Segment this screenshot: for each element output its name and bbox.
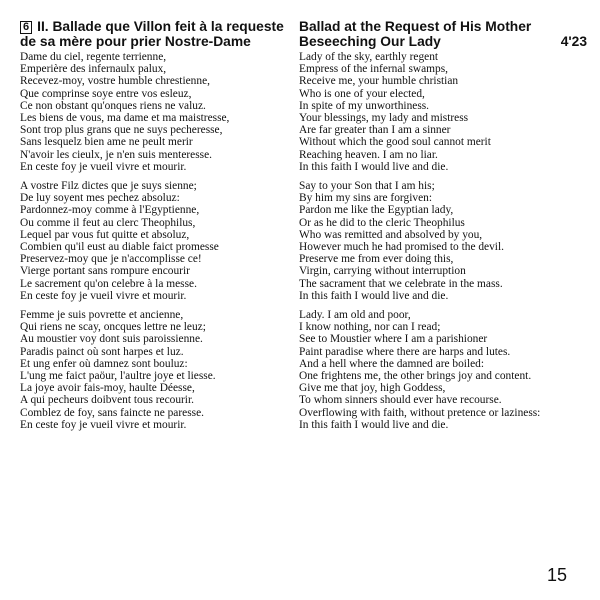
french-heading <box>20 19 284 49</box>
verse-line: A qui pecheurs doibvent tous recourir. <box>20 394 194 407</box>
verse-line: Preservez-moy que je n'accomplisse ce! <box>20 253 202 266</box>
verse-line: Say to your Son that I am his; <box>299 180 435 192</box>
verse-line: Lady of the sky, earthly regent <box>299 51 439 63</box>
verse-line: Preserve me from ever doing this, <box>299 253 454 266</box>
verse-line: Qui riens ne scay, oncques lettre ne leuz; <box>20 321 206 334</box>
verse-line: Overflowing with faith, without pretence or laziness: <box>299 406 541 419</box>
verse-line: Or as he did to the cleric Theophilus <box>299 216 465 229</box>
verse-line: Le sacrement qu'on celebre à la messe. <box>20 277 197 290</box>
verse-line: L'ung me faict paöur, l'aultre joye et liesse. <box>20 370 216 383</box>
french-title-line-1: II. Ballade que Villon feit à la requeste <box>37 19 284 34</box>
verse-line: Emperière des infernaulx palux, <box>20 63 167 76</box>
verse-line: Que comprinse soye entre vos esleuz, <box>20 87 192 100</box>
verse-line: Lady. I am old and poor, <box>299 309 411 321</box>
verse-line: Who is one of your elected, <box>299 87 425 100</box>
refrain-line: En ceste foy je vueil vivre et mourir. <box>20 418 187 431</box>
verse-line: Who was remitted and absolved by you, <box>299 228 483 241</box>
verse-line: Sont trop plus grans que ne suys pecheresse, <box>20 124 223 137</box>
verse-line: De luy soyent mes pechez absoluz: <box>20 192 180 205</box>
verse-line: To whom sinners should ever have recourse. <box>299 394 502 407</box>
verse-line: Pardonnez-moy comme à l'Egyptienne, <box>20 204 200 217</box>
verse-line: Your blessings, my lady and mistress <box>299 112 469 125</box>
english-stanza-2 <box>299 180 504 302</box>
verse-line: The sacrament that we celebrate in the mass. <box>299 277 503 290</box>
french-title-line-2: de sa mère pour prier Nostre-Dame <box>20 34 251 49</box>
refrain-line: En ceste foy je vueil vivre et mourir. <box>20 289 187 302</box>
english-heading <box>299 19 587 49</box>
verse-line: Dame du ciel, regente terrienne, <box>20 51 167 63</box>
english-title-line-1: Ballad at the Request of His Mother <box>299 19 532 34</box>
verse-line: Et ung enfer où damnez sont bouluz: <box>20 357 188 370</box>
verse-line: And a hell where the damned are boiled: <box>299 357 485 370</box>
verse-line: Femme je suis povrette et ancienne, <box>20 309 184 321</box>
verse-line: Comblez de foy, sans faincte ne paresse. <box>20 406 204 419</box>
verse-line: Les biens de vous, ma dame et ma maistresse, <box>20 112 230 125</box>
verse-line: Ou comme il feut au clerc Theophilus, <box>20 216 196 229</box>
verse-line: Paradis painct où sont harpes et luz. <box>20 345 184 358</box>
verse-line: Virgin, carrying without interruption <box>299 265 466 278</box>
verse-line: Are far greater than I am a sinner <box>299 124 451 137</box>
french-stanza-3 <box>20 309 216 431</box>
verse-line: One frightens me, the other brings joy and content. <box>299 370 532 383</box>
verse-line: In spite of my unworthiness. <box>299 99 430 112</box>
verse-line: Vierge portant sans rompure encourir <box>20 265 190 278</box>
verse-line: Sans lesquelz bien ame ne peult merir <box>20 136 193 149</box>
verse-line: Give me that joy, high Goddess, <box>299 382 446 395</box>
english-stanza-3 <box>299 309 540 431</box>
track-number-badge: 6 <box>20 21 32 34</box>
french-heading-line-1 <box>20 19 284 34</box>
refrain-line: In this faith I would live and die. <box>299 160 449 173</box>
verse-line: See to Moustier where I am a parishioner <box>299 333 488 346</box>
french-stanza-2 <box>20 180 219 302</box>
verse-line: Au moustier voy dont suis paroissienne. <box>20 333 203 346</box>
verse-line: Lequel par vous fut quitte et absoluz, <box>20 228 190 241</box>
verse-line: Reaching heaven. I am no liar. <box>299 148 438 161</box>
verse-line: Paint paradise where there are harps and lutes. <box>299 345 511 358</box>
verse-line: Without which the good soul cannot merit <box>299 136 491 149</box>
verse-line: La joye avoir fais-moy, haulte Déesse, <box>20 382 195 395</box>
track-duration: 4'23 <box>560 34 587 49</box>
verse-line: By him my sins are forgiven: <box>299 192 432 205</box>
page-number: 15 <box>547 565 568 585</box>
verse-line: Ce non obstant qu'onques riens ne valuz. <box>20 99 206 112</box>
verse-line: N'avoir les cieulx, je n'en suis menteresse. <box>20 148 212 161</box>
refrain-line: En ceste foy je vueil vivre et mourir. <box>20 160 187 173</box>
refrain-line: In this faith I would live and die. <box>299 289 449 302</box>
verse-line: Combien qu'il eust au diable faict promesse <box>20 241 219 254</box>
verse-line: A vostre Filz dictes que je suys sienne; <box>20 180 197 192</box>
english-title-line-2: Beseeching Our Lady <box>299 34 441 49</box>
verse-line: However much he had promised to the devil. <box>299 241 504 254</box>
french-stanza-1 <box>20 51 229 173</box>
english-stanza-1 <box>299 51 491 173</box>
refrain-line: In this faith I would live and die. <box>299 418 449 431</box>
verse-line: Pardon me like the Egyptian lady, <box>299 204 454 217</box>
verse-line: Receive me, your humble christian <box>299 75 459 88</box>
verse-line: Empress of the infernal swamps, <box>299 63 448 76</box>
verse-line: Recevez-moy, vostre humble chrestienne, <box>20 75 210 88</box>
verse-line: I know nothing, nor can I read; <box>299 321 441 334</box>
